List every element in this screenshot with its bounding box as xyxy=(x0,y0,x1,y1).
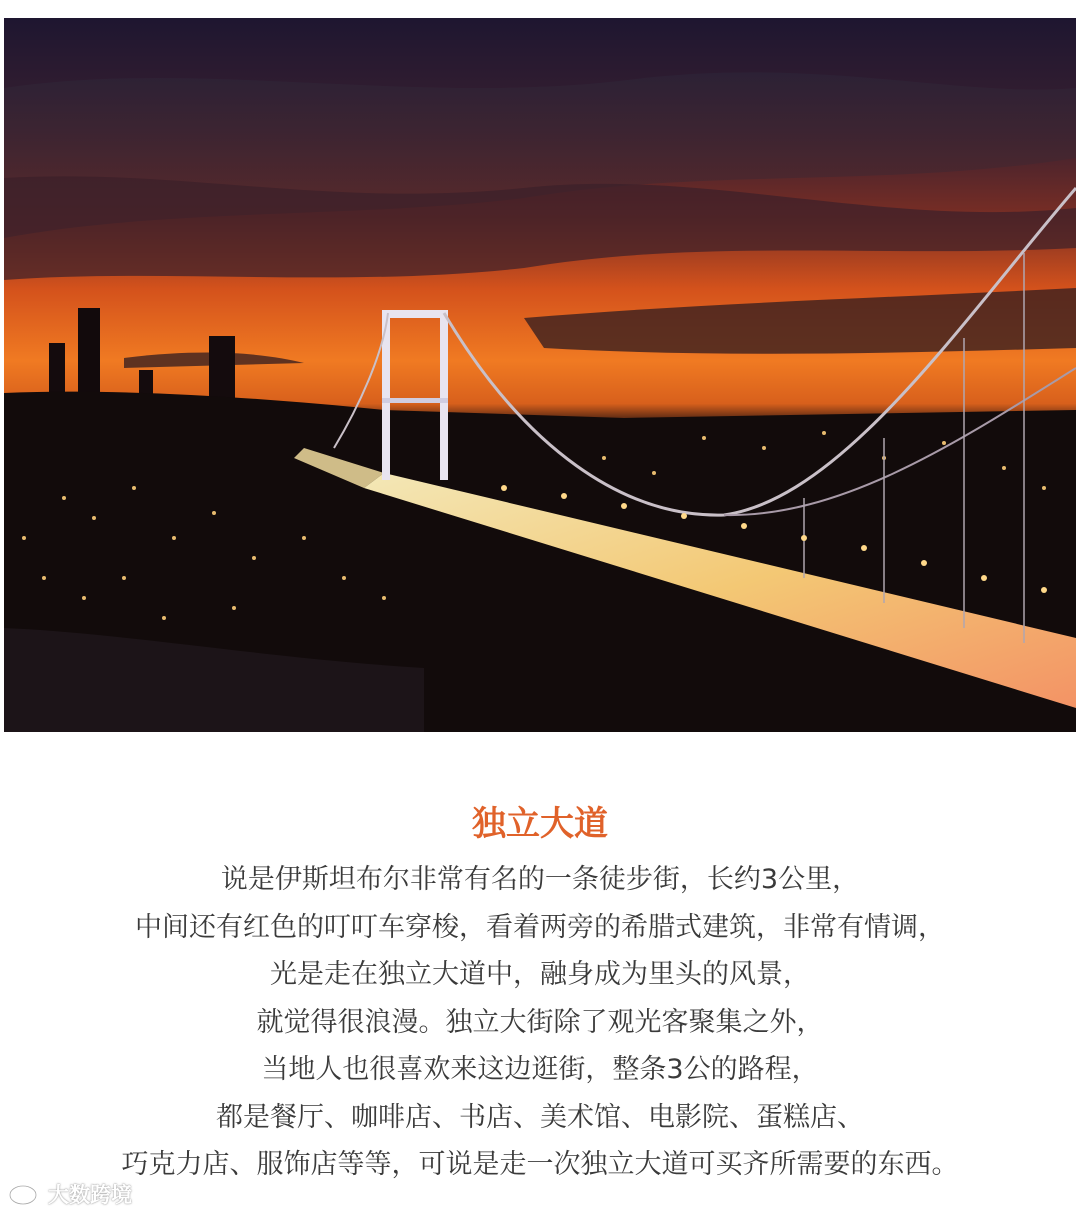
article-body xyxy=(0,796,1080,1189)
article-line: 光是走在独立大道中，融身成为里头的风景， xyxy=(270,959,810,990)
article-line: 说是伊斯坦布尔非常有名的一条徒步街，长约3公里， xyxy=(220,864,860,895)
article-line: 当地人也很喜欢来这边逛街，整条3公的路程， xyxy=(261,1054,819,1085)
article-line: 就觉得很浪漫。独立大街除了观光客聚集之外， xyxy=(256,1006,824,1038)
article-line: 中间还有红色的叮叮车穿梭，看着两旁的希腊式建筑，非常有情调， xyxy=(135,911,945,943)
weibo-icon xyxy=(8,1178,44,1210)
photo-illustration xyxy=(4,18,1076,732)
article-title: 独立大道 xyxy=(472,804,608,844)
watermark-text: 大数跨境 xyxy=(48,1183,132,1207)
watermark xyxy=(8,1178,132,1210)
article-line: 都是餐厅、咖啡店、书店、美术馆、电影院、蛋糕店、 xyxy=(216,1101,864,1133)
bridge-night-photo xyxy=(4,18,1076,732)
article-line: 巧克力店、服饰店等等，可说是走一次独立大道可买齐所需要的东西。 xyxy=(121,1149,959,1180)
